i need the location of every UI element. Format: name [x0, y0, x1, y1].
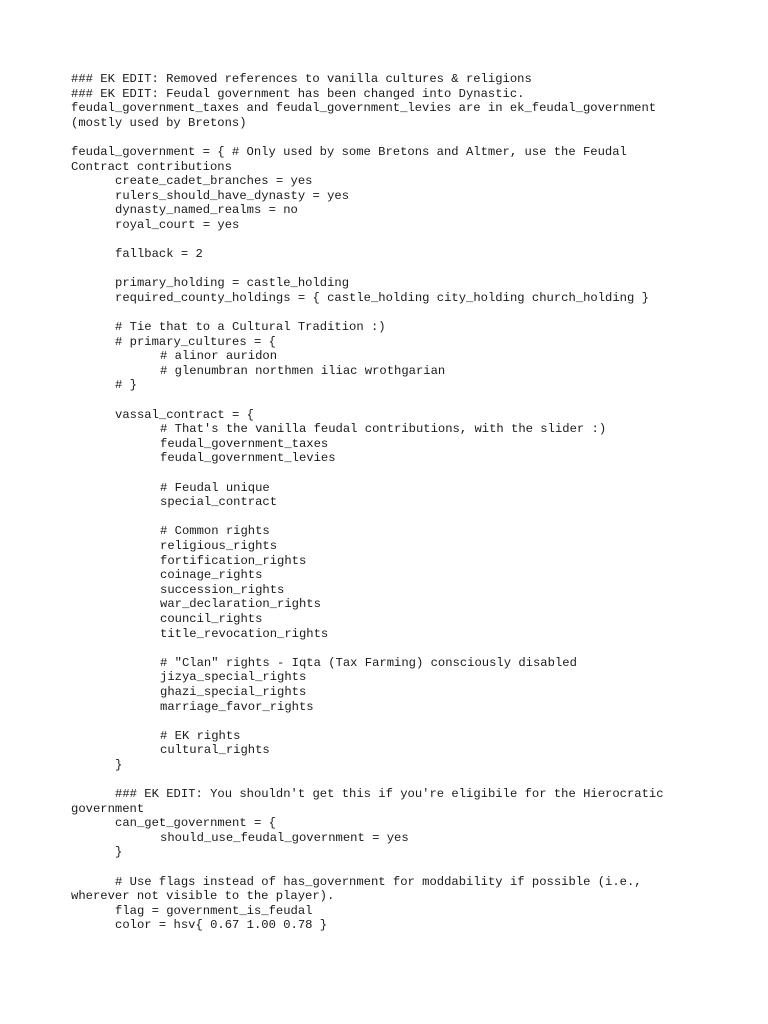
- code-line: create_cadet_branches = yes: [115, 174, 313, 189]
- code-line: }: [115, 757, 123, 772]
- code-line: marriage_favor_rights: [160, 699, 314, 714]
- code-line: title_revocation_rights: [160, 626, 329, 641]
- code-line: wherever not visible to the player).: [71, 889, 335, 904]
- code-line: should_use_feudal_government = yes: [160, 830, 409, 845]
- code-line: fallback = 2: [115, 247, 203, 262]
- code-line: fortification_rights: [160, 553, 307, 568]
- blank-line: [71, 466, 721, 481]
- code-line: # Tie that to a Cultural Tradition :): [115, 320, 386, 335]
- code-line: # }: [115, 378, 137, 393]
- code-line: ### EK EDIT: Feudal government has been changed into Dynastic.: [71, 86, 525, 101]
- blank-line: [71, 860, 721, 875]
- blank-line: [71, 130, 721, 145]
- code-line: feudal_government_taxes and feudal_government_levies are in ek_feudal_government: [71, 101, 657, 116]
- blank-line: [71, 262, 721, 277]
- code-line: color = hsv{ 0.67 1.00 0.78 }: [115, 918, 328, 933]
- blank-line: [71, 306, 721, 321]
- code-line: # Common rights: [160, 524, 270, 539]
- code-line: dynasty_named_realms = no: [115, 203, 298, 218]
- code-line: # EK rights: [160, 728, 241, 743]
- code-line: # glenumbran northmen iliac wrothgarian: [160, 363, 446, 378]
- code-line: Contract contributions: [71, 159, 232, 174]
- code-line: succession_rights: [160, 582, 285, 597]
- code-line: # "Clan" rights - Iqta (Tax Farming) consciously disabled: [160, 655, 577, 670]
- code-line: flag = government_is_feudal: [115, 903, 313, 918]
- blank-line: [71, 773, 721, 788]
- code-line: war_declaration_rights: [160, 597, 321, 612]
- code-line: required_county_holdings = { castle_holding city_holding church_holding }: [115, 290, 649, 305]
- code-line: feudal_government_levies: [160, 451, 336, 466]
- code-line: royal_court = yes: [115, 217, 240, 232]
- code-line: vassal_contract = {: [115, 407, 254, 422]
- code-line: cultural_rights: [160, 743, 270, 758]
- code-line: }: [115, 845, 123, 860]
- code-line: can_get_government = {: [115, 816, 276, 831]
- code-line: # Use flags instead of has_government for moddability if possible (i.e.,: [115, 874, 642, 889]
- code-line: primary_holding = castle_holding: [115, 276, 350, 291]
- blank-line: [71, 393, 721, 408]
- code-line: feudal_government_taxes: [160, 436, 329, 451]
- code-line: (mostly used by Bretons): [71, 115, 247, 130]
- code-line: # Feudal unique: [160, 480, 270, 495]
- code-line: government: [71, 801, 145, 816]
- code-line: special_contract: [160, 495, 278, 510]
- code-line: council_rights: [160, 611, 263, 626]
- code-line: coinage_rights: [160, 568, 263, 583]
- code-line: # alinor auridon: [160, 349, 278, 364]
- code-line: feudal_government = { # Only used by some Bretons and Altmer, use the Feudal: [71, 144, 627, 159]
- code-line: # primary_cultures = {: [115, 334, 276, 349]
- code-line: religious_rights: [160, 539, 278, 553]
- blank-line: [71, 641, 721, 656]
- code-line: ghazi_special_rights: [160, 684, 307, 699]
- blank-line: [71, 714, 721, 729]
- blank-line: [71, 510, 721, 525]
- blank-line: [71, 233, 721, 248]
- code-line: # That's the vanilla feudal contributions, with the slider :): [160, 422, 607, 437]
- code-line: rulers_should_have_dynasty = yes: [115, 188, 350, 203]
- code-text-block: [71, 72, 721, 933]
- code-line: ### EK EDIT: You shouldn't get this if you're eligibile for the Hierocratic: [115, 787, 664, 802]
- code-line: jizya_special_rights: [160, 670, 307, 685]
- code-line: ### EK EDIT: Removed references to vanilla cultures & religions: [71, 72, 532, 86]
